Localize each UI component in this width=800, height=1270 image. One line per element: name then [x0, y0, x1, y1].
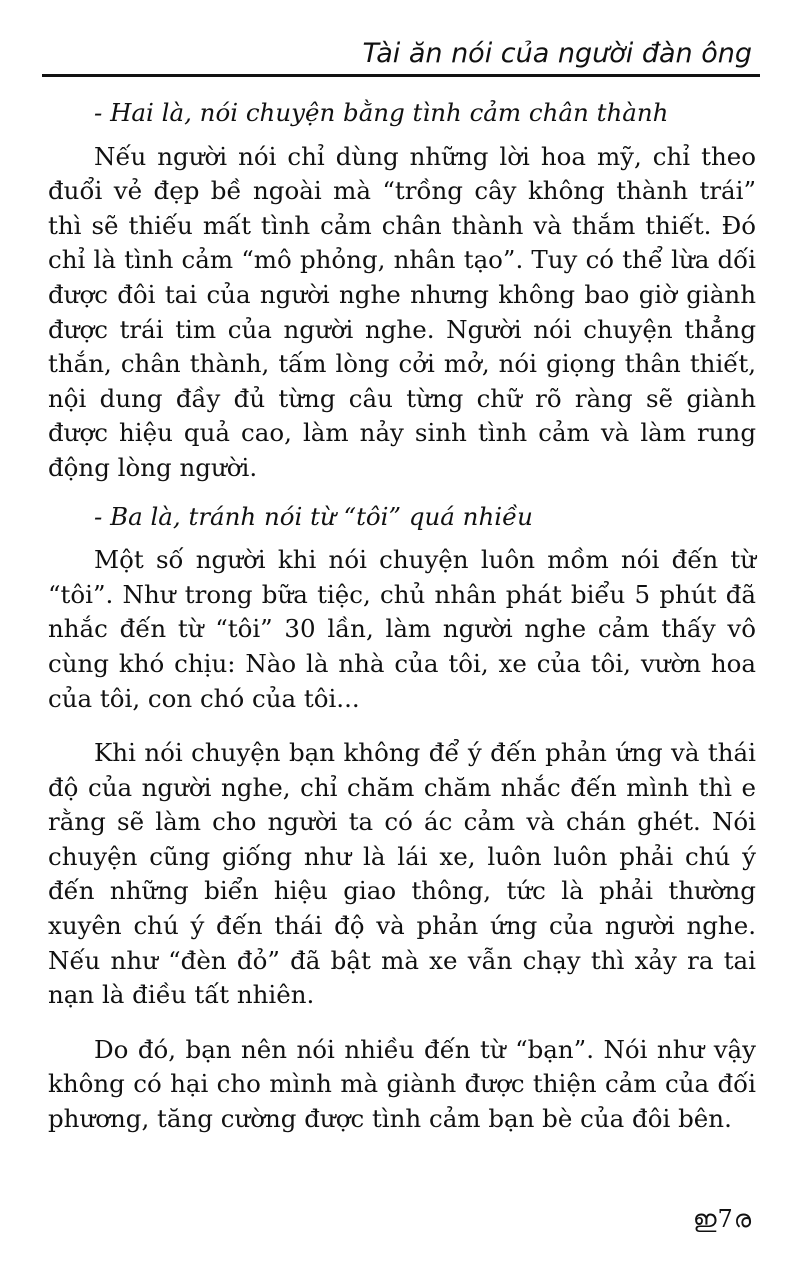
running-header-title: Tài ăn nói của người đàn ông [362, 38, 752, 69]
paragraph-too-much-i: Một số người khi nói chuyện luôn mồm nói đến từ “tôi”. Như trong bữa tiệc, chủ nhân phát biểu 5 phút đã nhắc đến từ “tôi” 30 lần, làm người nghe cảm thấy vô cùng khó chịu: Nào là nhà của tôi, xe của tôi, vườn hoa của tôi, con chó của tôi... [48, 545, 756, 713]
subheading-two: - Hai là, nói chuyện bằng tình cảm chân thành [94, 98, 669, 127]
paragraph-sincere-feelings: Nếu người nói chỉ dùng những lời hoa mỹ, chỉ theo đuổi vẻ đẹp bề ngoài mà “trồng cây không thành trái” thì sẽ thiếu mất tình cảm chân thành và thắm thiết. Đó chỉ là tình cảm “mô phỏng, nhân tạo”. Tuy có thể lừa dối được đôi tai của người nghe nhưng không bao giờ giành được trái tim của người nghe. Người nói chuyện thẳng thắn, chân thành, tấm lòng cởi mở, nói giọng thân thiết, nội dung đầy đủ từng câu từng chữ rõ ràng sẽ giành được hiệu quả cao, làm nảy sinh tình cảm và làm rung động lòng người. [48, 141, 756, 482]
paragraph-listener-reaction: Khi nói chuyện bạn không để ý đến phản ứng và thái độ của người nghe, chỉ chăm chăm nhắc đến mình thì e rằng sẽ làm cho người ta có ác cảm và chán ghét. Nói chuyện cũng giống như là lái xe, luôn luôn phải chú ý đến những biển hiệu giao thông, tức là phải thường xuyên chú ý đến thái độ và phản ứng của người nghe. Nếu như “đèn đỏ” đã bật mà xe vẫn chạy thì xảy ra tai nạn là điều tất nhiên. [48, 738, 756, 1010]
paragraph-say-you: Do đó, bạn nên nói nhiều đến từ “bạn”. Nói như vậy không có hại cho mình mà giành được thiện cảm của đối phương, tăng cường được tình cảm bạn bè của đôi bên. [48, 1034, 756, 1134]
page-body [48, 96, 756, 1157]
subheading-three: - Ba là, tránh nói từ “tôi” quá nhiều [94, 501, 533, 531]
page-number: ഇ7ര [693, 1205, 752, 1233]
header-rule [42, 74, 760, 77]
